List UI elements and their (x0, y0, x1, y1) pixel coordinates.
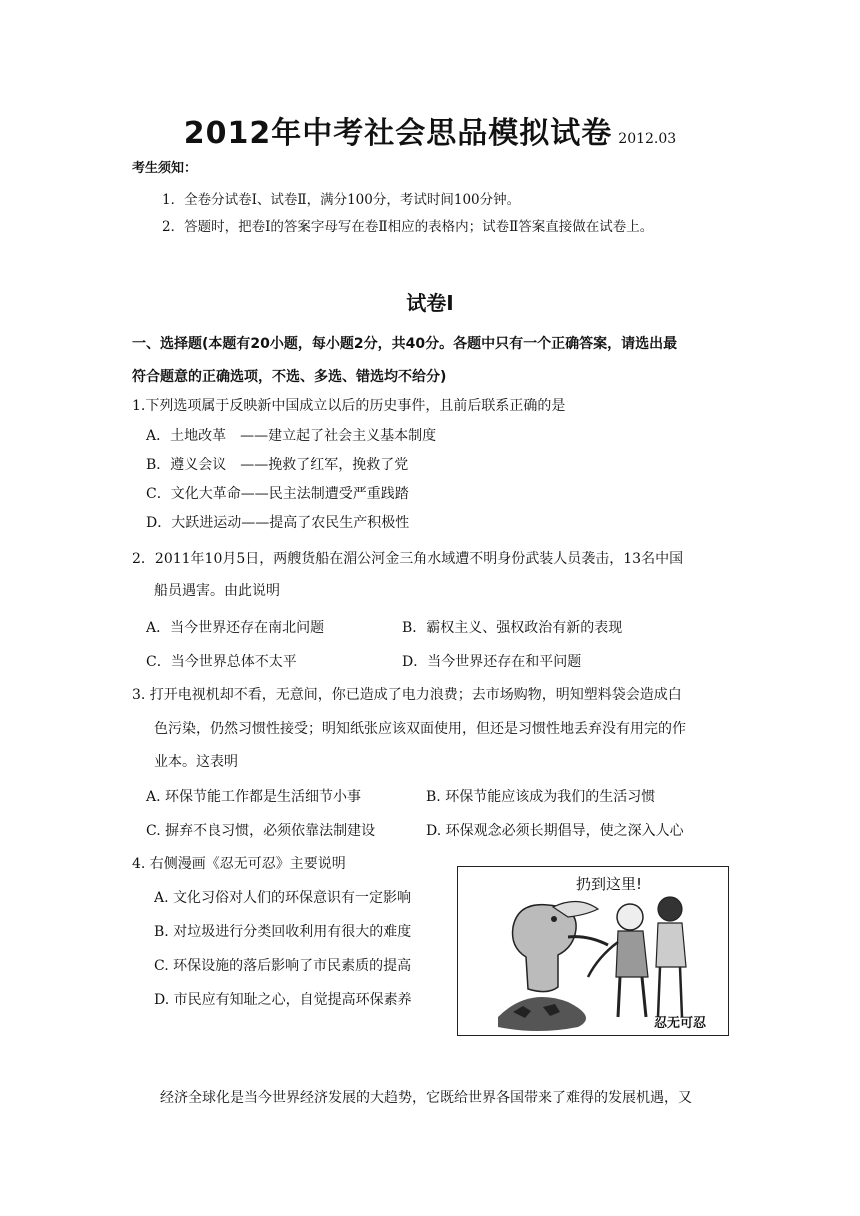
bin-arm (568, 937, 608, 945)
page-title: 2012年中考社会思品模拟试卷 (183, 116, 613, 151)
question-4-option-a: A. 文化习俗对人们的环保意识有一定影响 (154, 890, 412, 906)
footer-passage: 经济全球化是当今世界经济发展的大趋势，它既给世界各国带来了难得的发展机遇，又 (160, 1090, 692, 1106)
question-2-option-a: A．当今世界还存在南北问题 (146, 620, 325, 636)
question-2-option-b: B．霸权主义、强权政治有新的表现 (402, 620, 623, 636)
woman-body (656, 923, 686, 967)
question-2-stem-cont: 船员遇害。由此说明 (154, 583, 280, 599)
question-3-stem: 3. 打开电视机却不看，无意间，你已造成了电力浪费；去市场购物，明知塑料袋会造成白 (132, 687, 682, 703)
question-2-stem: 2．2011年10月5日，两艘货船在湄公河金三角水域遭不明身份武装人员袭击，13名中国 (132, 551, 684, 567)
question-3-option-c: C. 摒弃不良习惯，必须依靠法制建设 (146, 823, 376, 839)
notice-item: 2．答题时，把卷Ⅰ的答案字母写在卷Ⅱ相应的表格内；试卷Ⅱ答案直接做在试卷上。 (162, 219, 654, 235)
title-row (0, 108, 860, 152)
cartoon-illustration (457, 866, 729, 1036)
question-3-stem-cont: 业本。这表明 (154, 754, 238, 770)
woman-legs (658, 967, 682, 1017)
question-1-option-a: A．土地改革 ——建立起了社会主义基本制度 (146, 428, 437, 444)
question-2-option-c: C．当今世界总体不太平 (146, 654, 297, 670)
cartoon-drawing (458, 867, 728, 1035)
section-title: 试卷Ⅰ (406, 291, 454, 315)
question-2-option-d: D．当今世界还存在和平问题 (402, 654, 582, 670)
section-intro: 一、选择题(本题有20小题，每小题2分，共40分。各题中只有一个正确答案，请选出最 (132, 336, 678, 352)
cartoon-speech: 扔到这里! (576, 875, 643, 893)
man-head (617, 904, 643, 930)
question-1-option-b: B．遵义会议 ——挽救了红军，挽救了党 (146, 457, 409, 473)
woman-head (658, 897, 682, 921)
question-4-option-d: D. 市民应有知耻之心，自觉提高环保素养 (154, 992, 412, 1008)
question-3-option-d: D. 环保观念必须长期倡导，使之深入人心 (426, 823, 684, 839)
man-legs (618, 977, 646, 1017)
man-arm (588, 942, 618, 977)
question-4-option-b: B. 对垃圾进行分类回收利用有很大的难度 (154, 924, 412, 940)
question-1-option-d: D．大跃进运动——提高了农民生产积极性 (146, 515, 410, 531)
trash-bin (513, 905, 577, 992)
question-3-option-a: A. 环保节能工作都是生活细节小事 (146, 789, 362, 805)
question-3-option-b: B. 环保节能应该成为我们的生活习惯 (426, 789, 656, 805)
title-date: 2012.03 (618, 131, 677, 147)
question-4-option-c: C. 环保设施的落后影响了市民素质的提高 (154, 958, 412, 974)
trash-pile (498, 997, 586, 1031)
question-4-stem: 4. 右侧漫画《忍无可忍》主要说明 (132, 856, 346, 872)
question-3-stem-cont: 色污染，仍然习惯性接受；明知纸张应该双面使用，但还是习惯性地丢弃没有用完的作 (154, 721, 686, 737)
question-1-option-c: C．文化大革命——民主法制遭受严重践踏 (146, 486, 409, 502)
cartoon-caption: 忍无可忍 (654, 1016, 707, 1031)
question-1-stem: 1.下列选项属于反映新中国成立以后的历史事件，且前后联系正确的是 (132, 398, 566, 414)
notice-label: 考生须知： (132, 161, 198, 176)
man-body (616, 931, 648, 977)
notice-item: 1．全卷分试卷Ⅰ、试卷Ⅱ，满分100分，考试时间100分钟。 (162, 192, 521, 208)
bin-eye (551, 916, 557, 922)
section-intro: 符合题意的正确选项，不选、多选、错选均不给分) (132, 369, 447, 385)
